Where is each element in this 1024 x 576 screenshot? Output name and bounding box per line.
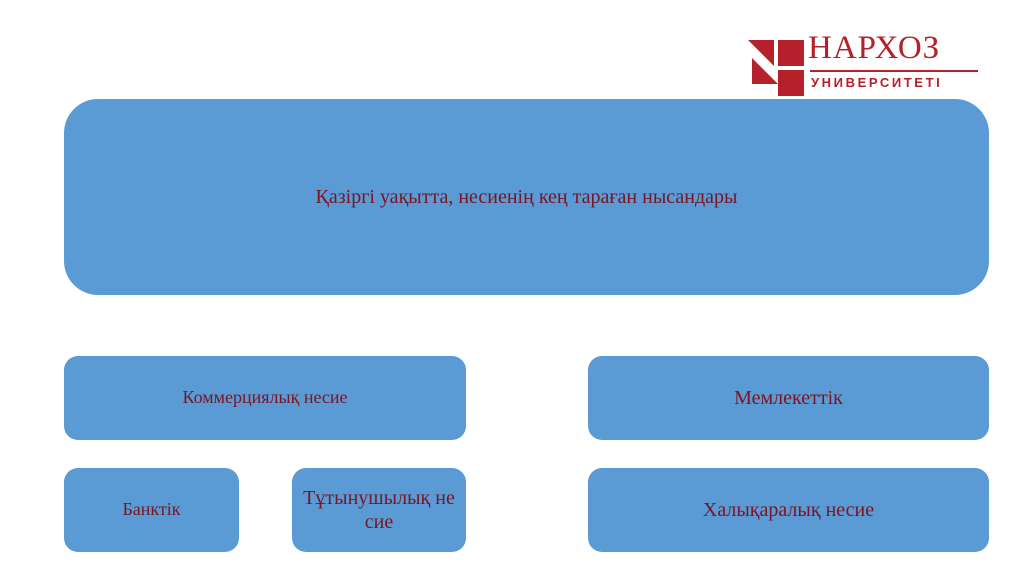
international-credit-label: Халықаралық несие — [702, 499, 875, 521]
bank-credit-label: Банктік — [122, 499, 181, 520]
commercial-credit-label: Коммерциялық несие — [182, 387, 348, 408]
consumer-credit-box — [292, 468, 466, 552]
consumer-credit-label: Тұтынушылық несие — [303, 487, 455, 533]
main-concept-box — [64, 99, 989, 295]
bank-credit-box — [64, 468, 239, 552]
logo-subtitle: УНИВЕРСИТЕТІ — [811, 75, 943, 90]
state-credit-box — [588, 356, 989, 440]
main-concept-label: Қазіргі уақытта, несиенің кең тараған нысандары — [315, 186, 738, 208]
logo-divider — [810, 70, 978, 72]
international-credit-box — [588, 468, 989, 552]
logo-name: НАРХОЗ — [808, 30, 941, 66]
narxoz-logo-mark-icon — [748, 36, 806, 96]
commercial-credit-box — [64, 356, 466, 440]
state-credit-label: Мемлекеттік — [734, 387, 843, 409]
narxoz-logo — [748, 30, 983, 98]
